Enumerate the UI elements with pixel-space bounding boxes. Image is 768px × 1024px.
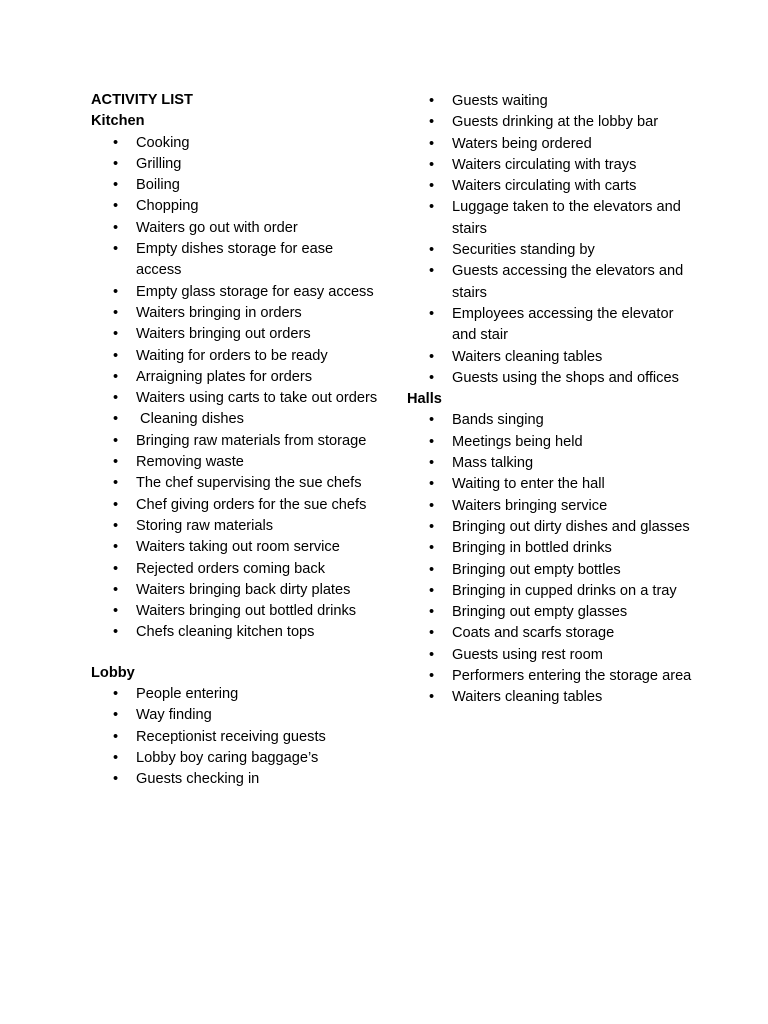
lobby-list-item: • Guests checking in bbox=[91, 769, 381, 790]
kitchen-list-item: • Chefs cleaning kitchen tops bbox=[91, 622, 381, 643]
lobby-list-item: • Waiters cleaning tables bbox=[407, 347, 697, 368]
halls-list-item: • Mass talking bbox=[407, 453, 697, 474]
lobby-list-item: • Guests accessing the elevators and stairs bbox=[407, 261, 697, 304]
kitchen-list bbox=[91, 133, 381, 644]
left-column bbox=[91, 90, 381, 791]
kitchen-list-item: • Waiters bringing out orders bbox=[91, 324, 381, 345]
section-heading-lobby: Lobby bbox=[91, 664, 135, 681]
section-heading-halls: Halls bbox=[407, 391, 442, 408]
kitchen-list-item: • Storing raw materials bbox=[91, 516, 381, 537]
kitchen-list-item: • Waiting for orders to be ready bbox=[91, 346, 381, 367]
kitchen-list-item: • Waiters bringing out bottled drinks bbox=[91, 601, 381, 622]
lobby-list bbox=[91, 684, 381, 790]
lobby-list-item: • Guests waiting bbox=[407, 91, 697, 112]
kitchen-list-item: • The chef supervising the sue chefs bbox=[91, 473, 381, 494]
kitchen-list-item: • Boiling bbox=[91, 175, 381, 196]
kitchen-list-item: • Rejected orders coming back bbox=[91, 559, 381, 580]
lobby-list-item: • Employees accessing the elevator and stair bbox=[407, 304, 697, 347]
lobby-list-item: • Guests drinking at the lobby bar bbox=[407, 112, 697, 133]
section-heading-kitchen: Kitchen bbox=[91, 113, 145, 130]
kitchen-list-item: • Waiters using carts to take out orders bbox=[91, 388, 381, 409]
lobby-list-item: • Luggage taken to the elevators and stairs bbox=[407, 197, 697, 240]
lobby-list-item: • Waiters circulating with trays bbox=[407, 155, 697, 176]
halls-list-item: • Bringing out empty bottles bbox=[407, 560, 697, 581]
kitchen-list-item: • Empty glass storage for easy access bbox=[91, 282, 381, 303]
halls-list-item: • Bringing in cupped drinks on a tray bbox=[407, 581, 697, 602]
halls-list-item: • Waiters cleaning tables bbox=[407, 687, 697, 708]
halls-list-item: • Bringing out empty glasses bbox=[407, 602, 697, 623]
lobby-list-item: • Way finding bbox=[91, 705, 381, 726]
lobby-list-item: • Guests using the shops and offices bbox=[407, 368, 697, 389]
kitchen-list-item: • Empty dishes storage for ease access bbox=[91, 239, 381, 282]
kitchen-list-item: • Arraigning plates for orders bbox=[91, 367, 381, 388]
lobby-list-item: • Waiters circulating with carts bbox=[407, 176, 697, 197]
halls-list-item: • Bringing in bottled drinks bbox=[407, 538, 697, 559]
section-spacer bbox=[91, 644, 381, 663]
kitchen-list-item: • Waiters go out with order bbox=[91, 218, 381, 239]
lobby-list-item: • Lobby boy caring baggage’s bbox=[91, 748, 381, 769]
kitchen-list-item: • Grilling bbox=[91, 154, 381, 175]
kitchen-list-item: • Chef giving orders for the sue chefs bbox=[91, 495, 381, 516]
kitchen-list-item: • Waiters bringing in orders bbox=[91, 303, 381, 324]
kitchen-list-item: • Cleaning dishes bbox=[91, 409, 381, 430]
halls-list-item: • Waiting to enter the hall bbox=[407, 474, 697, 495]
halls-list-item: • Waiters bringing service bbox=[407, 496, 697, 517]
lobby-list-item: • Securities standing by bbox=[407, 240, 697, 261]
right-column bbox=[407, 91, 697, 709]
halls-list-item: • Guests using rest room bbox=[407, 645, 697, 666]
kitchen-list-item: • Chopping bbox=[91, 196, 381, 217]
lobby-list-item: • Receptionist receiving guests bbox=[91, 727, 381, 748]
lobby-list-item: • People entering bbox=[91, 684, 381, 705]
halls-list-item: • Coats and scarfs storage bbox=[407, 623, 697, 644]
lobby-list-item: • Waters being ordered bbox=[407, 134, 697, 155]
halls-list bbox=[407, 410, 697, 708]
kitchen-list-item: • Waiters taking out room service bbox=[91, 537, 381, 558]
halls-list-item: • Performers entering the storage area bbox=[407, 666, 697, 687]
kitchen-list-item: • Removing waste bbox=[91, 452, 381, 473]
kitchen-list-item: • Bringing raw materials from storage bbox=[91, 431, 381, 452]
halls-list-item: • Bands singing bbox=[407, 410, 697, 431]
kitchen-list-item: • Waiters bringing back dirty plates bbox=[91, 580, 381, 601]
kitchen-list-item: • Cooking bbox=[91, 133, 381, 154]
halls-list-item: • Bringing out dirty dishes and glasses bbox=[407, 517, 697, 538]
halls-list-item: • Meetings being held bbox=[407, 432, 697, 453]
document-title: ACTIVITY LIST bbox=[91, 92, 193, 108]
lobby-list-continued bbox=[407, 91, 697, 389]
